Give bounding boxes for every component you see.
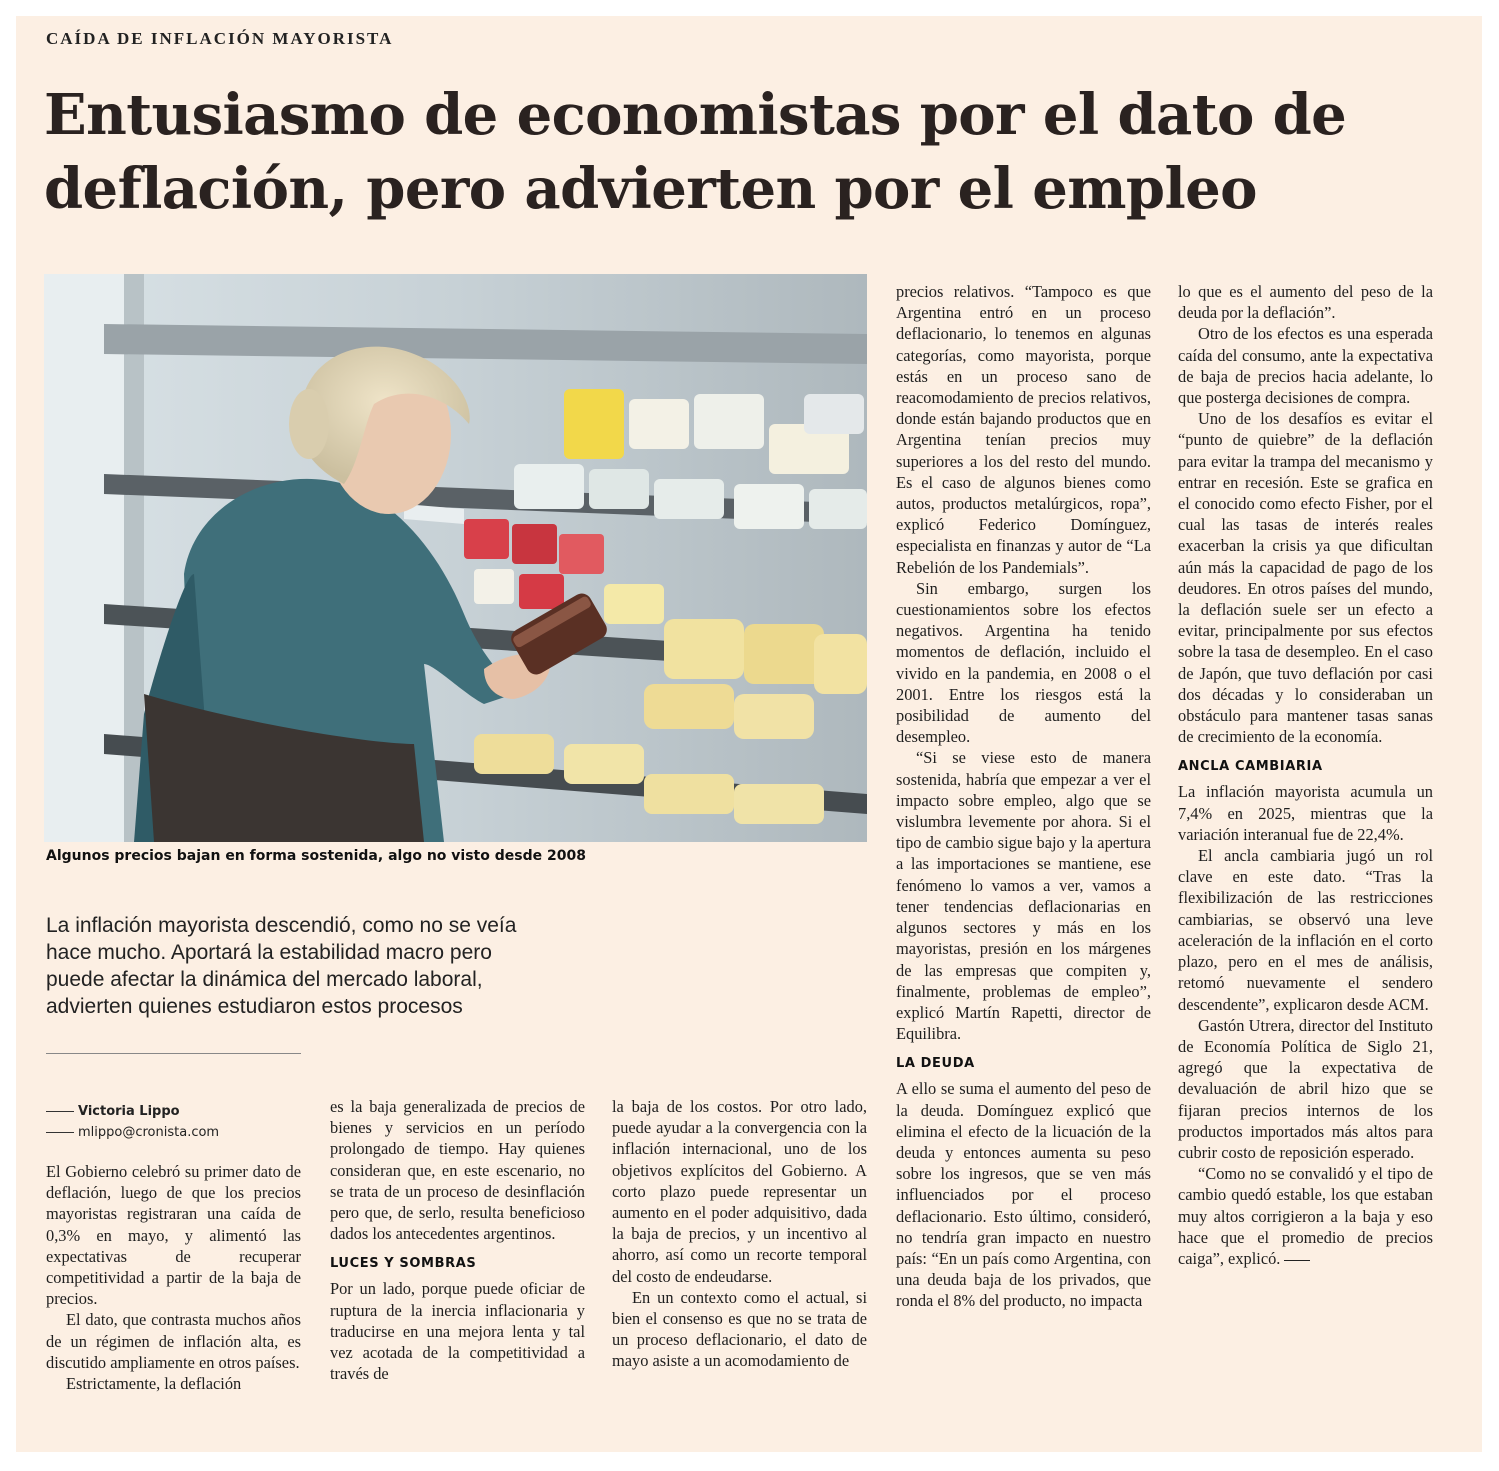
paragraph: El Gobierno celebró su primer dato de deflación, luego de que los precios mayoristas registraran una caída de 0,3% en mayo, y alimentó las expectativas de recuperar competitividad a partir de la baja de precios. xyxy=(46,1162,301,1309)
byline-dash xyxy=(46,1132,74,1133)
paragraph: A ello se suma el aumento del peso de la deuda. Domínguez explicó que elimina el efecto de la licuación de la deuda y entonces aumenta su peso sobre los ingresos, que se ven más influenciados por el proceso deflacionario. Esto último, consideró, no tendría gran impacto en nuestro país: “En un país como Argentina, con una deuda baja de los privados, que ronda el 8% del producto, no impacta xyxy=(896,1079,1151,1311)
article-photo xyxy=(44,274,867,842)
section-subhead: ANCLA CAMBIARIA xyxy=(1178,759,1323,775)
article-column-1 xyxy=(46,1161,301,1394)
paragraph: precios relativos. “Tampoco es que Argentina entró en un proceso deflacionario, lo tenemos en algunas categorías, como mayorista, porque estás en un proceso sano de reacomodamiento de precios relativos, donde están bajando productos que en Argentina tenían precios muy superiores a los del resto del mundo. Es el caso de algunos bienes como autos, productos metalúrgicos, ropa”, explicó Federico Domínguez, especialista en finanzas y autor de “La Rebelión de los Pandemials”. xyxy=(896,282,1151,577)
paragraph: La inflación mayorista acumula un 7,4% en 2025, mientras que la variación interanual fue de 22,4%. xyxy=(1178,782,1433,844)
paragraph: es la baja generalizada de precios de bienes y servicios en un período prolongado de tiempo. Hay quienes consideran que, en este escenario, no se trata de un proceso de desinflación pero que, de serlo, resulta beneficioso dados los antecedentes argentinos. xyxy=(330,1097,585,1244)
photo-caption: Algunos precios bajan en forma sostenida, algo no visto desde 2008 xyxy=(46,848,586,864)
section-subhead: LA DEUDA xyxy=(896,1056,975,1072)
end-mark xyxy=(1284,1260,1310,1261)
byline xyxy=(46,1101,219,1143)
paragraph: “Si se viese esto de manera sostenida, habría que empezar a ver el impacto sobre empleo, algo que se vislumbra levemente por ahora. Si el tipo de cambio sigue bajo y la apertura a las importaciones se mantiene, ese fenómeno lo vamos a ver, vamos a tener tendencias deflacionarias en algunos sectores y más en los mayoristas, presión en los márgenes de las empresas que compiten y, finalmente, problemas de empleo”, explicó Martín Rapetti, director de Equilibra. xyxy=(896,748,1151,1044)
author-name: Victoria Lippo xyxy=(78,1104,180,1119)
paragraph: Estrictamente, la deflación xyxy=(66,1374,242,1394)
paragraph: Por un lado, porque puede oficiar de ruptura de la inercia inflacionaria y traducirse en una mejora lenta y tal vez acotada de la competitividad a través de xyxy=(330,1279,585,1384)
article-column-4 xyxy=(896,281,1151,1312)
paragraph: Otro de los efectos es una esperada caída del consumo, ante la expectativa de baja de precios hacia adelante, lo que posterga decisiones de compra. xyxy=(1178,324,1433,408)
article-column-3 xyxy=(612,1096,867,1372)
author-email[interactable]: mlippo@cronista.com xyxy=(78,1125,220,1140)
paragraph: El dato, que contrasta muchos años de un régimen de inflación alta, es discutido ampliamente en otros países. xyxy=(46,1310,301,1372)
section-subhead: LUCES Y SOMBRAS xyxy=(330,1256,477,1272)
paragraph: la baja de los costos. Por otro lado, puede ayudar a la convergencia con la inflación internacional, uno de los objetivos explícitos del Gobierno. A corto plazo puede representar un aumento en el poder adquisitivo, dada la baja de precios, y un incentivo al ahorro, así como un recorte temporal del costo de endeudarse. xyxy=(612,1097,867,1286)
newspaper-page xyxy=(16,16,1482,1452)
lead-summary: La inflación mayorista descendió, como no se veía hace mucho. Aportará la estabilidad macro pero puede afectar la dinámica del mercado laboral, advierten quienes estudiaron estos procesos xyxy=(46,914,517,1018)
paragraph: Sin embargo, surgen los cuestionamientos sobre los efectos negativos. Argentina ha tenido momentos de deflación, incluido el vivido en la pandemia, en 2008 o el 2001. Entre los riesgos está la posibilidad de aumento del desempleo. xyxy=(896,578,1151,747)
paragraph: lo que es el aumento del peso de la deuda por la deflación”. xyxy=(1178,282,1433,323)
byline-dash xyxy=(46,1111,74,1112)
paragraph: El ancla cambiaria jugó un rol clave en este dato. “Tras la flexibilización de las restricciones cambiarias, se observó una leve aceleración de la inflación en el corto plazo, pero en el mes de análisis, retomó nuevamente el sendero descendente”, explicaron desde ACM. xyxy=(1178,846,1433,1014)
divider xyxy=(46,1053,301,1054)
paragraph: Gastón Utrera, director del Instituto de Economía Política de Siglo 21, agregó que la expectativa de devaluación de abril hizo que se fijaran precios internos de los productos importados más altos para cubrir costo de reposición esperado. xyxy=(1178,1015,1433,1162)
supermarket-shopper-image xyxy=(44,274,867,842)
paragraph xyxy=(1178,1163,1433,1269)
paragraph: Uno de los desafíos es evitar el “punto de quiebre” de la deflación para evitar la trampa del mecanismo y entrar en recesión. Este se grafica en el conocido como efecto Fisher, por el cual las tasas de interés reales exacerban la crisis ya que dificultan aún más la capacidad de pago de los deudores. En otros países del mundo, la deflación suele ser un efecto a evitar, principalmente por sus efectos sobre la tasa de desempleo. En el caso de Japón, que tuvo deflación por casi dos décadas y lo consideraban un obstáculo para mantener tasas sanas de crecimiento de la economía. xyxy=(1178,409,1433,747)
article-column-2 xyxy=(330,1096,585,1384)
headline: Entusiasmo de economistas por el dato de deflación, pero advierten por el empleo xyxy=(44,82,1347,222)
section-kicker: CAÍDA DE INFLACIÓN MAYORISTA xyxy=(46,29,394,48)
article-column-5 xyxy=(1178,281,1433,1269)
paragraph: En un contexto como el actual, si bien el consenso es que no se trata de un proceso deflacionario, el dato de mayo asiste a un acomodamiento de xyxy=(612,1287,867,1371)
closing-quote: “Como no se convalidó y el tipo de cambio quedó estable, los que estaban muy altos corrigieron a la baja y eso hace que el promedio de precios caiga”, explicó. xyxy=(1178,1164,1433,1268)
